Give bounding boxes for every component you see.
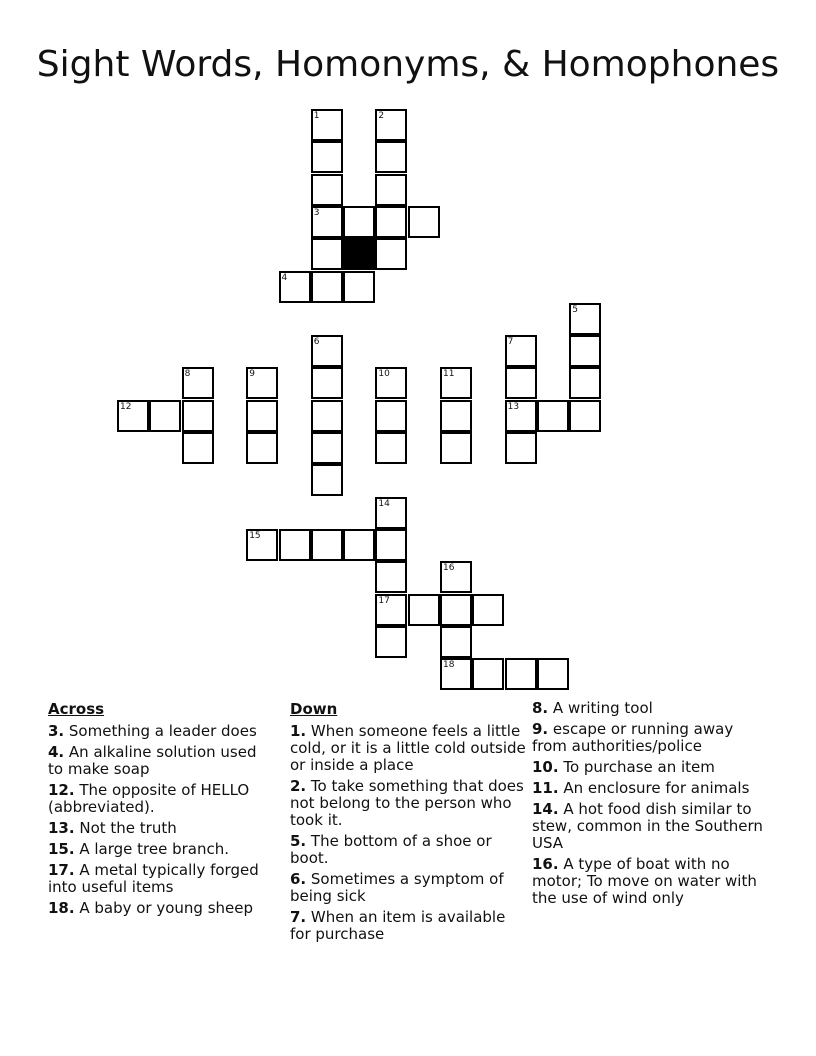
clue-number: 5 — [572, 304, 578, 315]
grid-cell[interactable] — [311, 174, 343, 206]
clue-text: The bottom of a shoe or boot. — [290, 832, 492, 867]
grid-cell[interactable] — [246, 367, 278, 399]
grid-cell[interactable] — [375, 141, 407, 173]
grid-cell[interactable] — [440, 432, 472, 464]
clue-text: An alkaline solution used to make soap — [48, 743, 257, 778]
clue-number: 9 — [249, 369, 255, 380]
grid-cell[interactable] — [375, 529, 407, 561]
clue-number: 17 — [378, 595, 390, 606]
grid-cell[interactable] — [505, 400, 537, 432]
clue-item — [290, 909, 526, 943]
grid-cell[interactable] — [375, 367, 407, 399]
grid-cell[interactable] — [311, 238, 343, 270]
clue-number: 12 — [120, 401, 132, 412]
grid-cell[interactable] — [440, 400, 472, 432]
clue-text: escape or running away from authorities/police — [532, 720, 734, 755]
grid-cell[interactable] — [537, 658, 569, 690]
clue-item — [532, 856, 772, 907]
clue-number: 11 — [443, 369, 455, 380]
clue-number: 1 — [313, 111, 320, 121]
clue-item — [48, 744, 276, 778]
grid-cell[interactable] — [375, 561, 407, 593]
grid-cell[interactable] — [440, 626, 472, 658]
grid-cell[interactable] — [182, 400, 214, 432]
grid-cell[interactable] — [505, 367, 537, 399]
down-heading: Down — [290, 700, 338, 718]
grid-cell[interactable] — [408, 206, 440, 238]
black-cell — [343, 238, 375, 270]
clue-num: 7. — [290, 908, 307, 926]
clue-text: The opposite of HELLO (abbreviated). — [48, 781, 250, 816]
grid-cell[interactable] — [311, 464, 343, 496]
grid-cell[interactable] — [311, 206, 343, 238]
clue-number: 14 — [378, 498, 390, 509]
clue-number: 18 — [443, 660, 455, 671]
grid-cell[interactable] — [408, 594, 440, 626]
down-clues-continued — [532, 700, 772, 911]
clue-num: 15. — [48, 840, 75, 858]
clue-num: 4. — [48, 743, 65, 761]
grid-cell[interactable] — [375, 238, 407, 270]
grid-cell[interactable] — [117, 400, 149, 432]
clue-number: 3 — [313, 207, 320, 218]
across-clues — [48, 700, 276, 921]
grid-cell[interactable] — [311, 271, 343, 303]
clue-item — [290, 871, 526, 905]
clue-num: 18. — [48, 899, 75, 917]
grid-cell[interactable] — [182, 432, 214, 464]
grid-cell[interactable] — [279, 529, 311, 561]
clue-text: A baby or young sheep — [74, 899, 254, 917]
clue-num: 13. — [48, 819, 75, 837]
grid-cell[interactable] — [440, 561, 472, 593]
clue-num: 11. — [532, 779, 559, 797]
grid-cell[interactable] — [375, 400, 407, 432]
clue-text: Something a leader does — [64, 722, 257, 740]
clue-num: 17. — [48, 861, 75, 879]
clue-text: An enclosure for animals — [558, 779, 750, 797]
clue-number: 6 — [313, 337, 320, 348]
clue-number: 2 — [378, 111, 385, 121]
clue-text: Not the truth — [74, 819, 177, 837]
grid-cell[interactable] — [440, 367, 472, 399]
grid-cell[interactable] — [505, 432, 537, 464]
clue-num: 16. — [532, 855, 559, 873]
grid-cell[interactable] — [279, 271, 311, 303]
clue-number: 10 — [378, 369, 390, 380]
grid-cell[interactable] — [375, 497, 407, 529]
clue-number: 15 — [249, 530, 261, 541]
clue-text: A type of boat with no motor; To move on water with the use of wind only — [532, 855, 757, 907]
clue-item — [532, 721, 772, 755]
clue-number: 13 — [507, 401, 520, 412]
clue-item — [290, 723, 526, 774]
clue-text: A large tree branch. — [74, 840, 230, 858]
clue-item — [48, 862, 276, 896]
grid-cell[interactable] — [505, 658, 537, 690]
grid-cell[interactable] — [472, 594, 504, 626]
clue-num: 5. — [290, 832, 307, 850]
clue-item — [48, 723, 276, 740]
grid-cell[interactable] — [246, 529, 278, 561]
grid-cell[interactable] — [311, 400, 343, 432]
grid-cell[interactable] — [311, 141, 343, 173]
clue-item — [290, 833, 526, 867]
clue-text: When an item is available for purchase — [290, 908, 506, 943]
clue-text: When someone feels a little cold, or it is a little cold outside or inside a place — [290, 722, 526, 774]
clue-text: To take something that does not belong to the person who took it. — [290, 777, 524, 829]
grid-cell[interactable] — [375, 432, 407, 464]
clue-item — [532, 700, 772, 717]
clue-item — [532, 759, 772, 776]
grid-cell[interactable] — [569, 367, 601, 399]
clue-text: To purchase an item — [558, 758, 715, 776]
clue-number: 7 — [507, 337, 514, 348]
grid-cell[interactable] — [375, 626, 407, 658]
clue-num: 1. — [290, 722, 307, 740]
clue-text: Sometimes a symptom of being sick — [290, 870, 504, 905]
grid-cell[interactable] — [375, 109, 407, 141]
clue-num: 3. — [48, 722, 65, 740]
clue-num: 6. — [290, 870, 307, 888]
clue-number: 8 — [184, 369, 191, 380]
grid-cell[interactable] — [440, 658, 472, 690]
grid-cell[interactable] — [375, 594, 407, 626]
grid-cell[interactable] — [182, 367, 214, 399]
clue-item — [48, 782, 276, 816]
clue-item — [290, 778, 526, 829]
grid-cell[interactable] — [311, 529, 343, 561]
clue-text: A writing tool — [548, 699, 653, 717]
clue-item — [48, 841, 276, 858]
grid-cell[interactable] — [375, 206, 407, 238]
across-heading: Across — [48, 700, 105, 718]
clue-item — [48, 900, 276, 917]
clue-item — [48, 820, 276, 837]
grid-cell[interactable] — [311, 367, 343, 399]
clue-num: 10. — [532, 758, 559, 776]
grid-cell[interactable] — [569, 400, 601, 432]
clue-item — [532, 780, 772, 797]
grid-cell[interactable] — [472, 658, 504, 690]
clue-num: 2. — [290, 777, 307, 795]
clue-num: 8. — [532, 699, 549, 717]
grid-cell[interactable] — [569, 335, 601, 367]
grid-cell[interactable] — [505, 335, 537, 367]
grid-cell[interactable] — [343, 206, 375, 238]
grid-cell[interactable] — [311, 335, 343, 367]
down-clues — [290, 700, 526, 947]
grid-cell[interactable] — [246, 432, 278, 464]
grid-cell[interactable] — [311, 109, 343, 141]
clue-number: 4 — [281, 272, 288, 283]
clue-text: A hot food dish similar to stew, common in the Southern USA — [532, 800, 763, 852]
clue-num: 12. — [48, 781, 75, 799]
grid-cell[interactable] — [537, 400, 569, 432]
grid-cell[interactable] — [246, 400, 278, 432]
grid-cell[interactable] — [569, 303, 601, 335]
grid-cell[interactable] — [440, 594, 472, 626]
clue-text: A metal typically forged into useful items — [48, 861, 259, 896]
grid-cell[interactable] — [375, 174, 407, 206]
clue-num: 14. — [532, 800, 559, 818]
grid-cell[interactable] — [149, 400, 181, 432]
grid-cell[interactable] — [311, 432, 343, 464]
clue-num: 9. — [532, 720, 549, 738]
grid-cell[interactable] — [343, 529, 375, 561]
clue-number: 16 — [443, 563, 455, 574]
grid-cell[interactable] — [343, 271, 375, 303]
clue-item — [532, 801, 772, 852]
page-title: Sight Words, Homonyms, & Homophones — [36, 44, 780, 85]
